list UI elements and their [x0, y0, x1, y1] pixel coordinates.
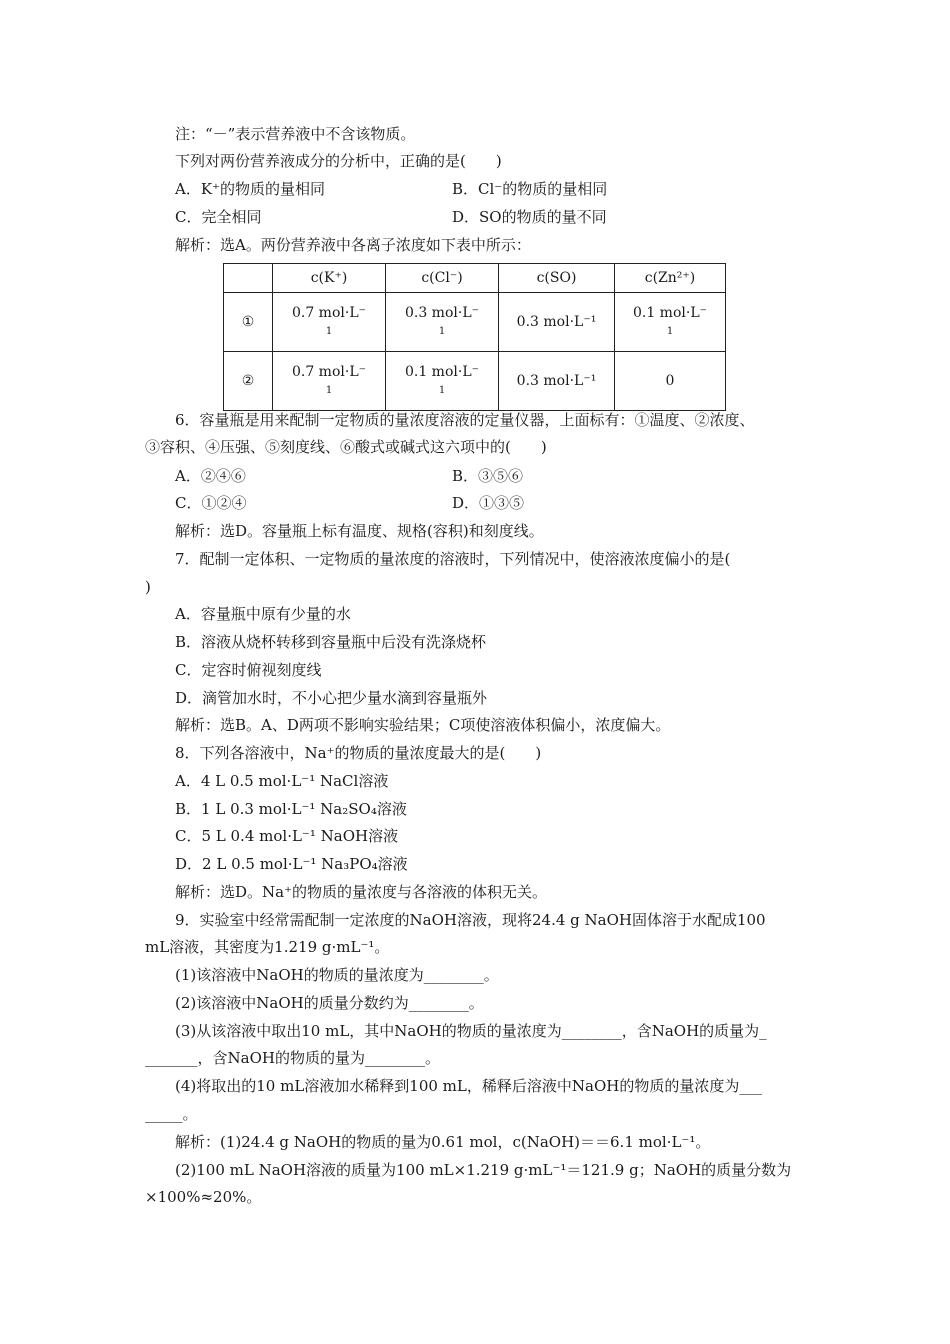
q7-option-c: C．定容时俯视刻度线: [175, 661, 322, 679]
q8-analysis: 解析：选D。Na⁺的物质的量浓度与各溶液的体积无关。: [175, 883, 548, 901]
q7-option-a: A．容量瓶中原有少量的水: [175, 605, 351, 623]
cell-exponent: 1: [325, 385, 333, 396]
q6-option-a: A．②④⑥: [175, 467, 246, 485]
ion-concentration-table: [223, 263, 726, 411]
q5-option-d: D．SO的物质的量不同: [452, 208, 607, 226]
cell-value: 0.3 mol·L⁻: [404, 305, 480, 321]
q6-option-c: C．①②④: [175, 494, 247, 512]
q7-option-b: B．溶液从烧杯转移到容量瓶中后没有洗涤烧杯: [175, 633, 487, 651]
q6-stem-line2: ③容积、④压强、⑤刻度线、⑥酸式或碱式这六项中的( ): [145, 438, 547, 456]
cell-cl: [386, 352, 499, 411]
q9-stem-line1: 9．实验室中经常需配制一定浓度的NaOH溶液，现将24.4 g NaOH固体溶于水配成100: [175, 911, 766, 929]
table-row: [224, 352, 726, 411]
table-corner-cell: [224, 264, 273, 293]
q9-part-2: (2)该溶液中NaOH的质量分数约为________。: [175, 994, 484, 1012]
cell-exponent: 1: [438, 326, 446, 337]
cell-so: 0.3 mol·L⁻¹: [499, 293, 615, 352]
q8-option-a: A．4 L 0.5 mol·L⁻¹ NaCl溶液: [175, 772, 389, 790]
q8-stem: 8．下列各溶液中，Na⁺的物质的量浓度最大的是( ): [175, 744, 542, 762]
q9-part-1: (1)该溶液中NaOH的物质的量浓度为________。: [175, 966, 499, 984]
q6-analysis: 解析：选D。容量瓶上标有温度、规格(容积)和刻度线。: [175, 522, 544, 540]
header-cl: c(Cl⁻): [386, 264, 499, 293]
header-k: c(K⁺): [273, 264, 386, 293]
q7-stem-line2: ): [145, 578, 151, 596]
q9-part-3-line2: _______，含NaOH的物质的量为________。: [145, 1049, 440, 1067]
cell-cl: [386, 293, 499, 352]
cell-value: 0.1 mol·L⁻: [632, 305, 708, 321]
cell-exponent: 1: [666, 326, 674, 337]
table-header-row: [224, 264, 726, 293]
header-zn: c(Zn²⁺): [615, 264, 726, 293]
q9-analysis-2-line1: (2)100 mL NaOH溶液的质量为100 mL×1.219 g·mL⁻¹＝121.9 g；NaOH的质量分数为: [175, 1161, 792, 1179]
cell-k: [273, 293, 386, 352]
header-so: c(SO): [499, 264, 615, 293]
q6-stem-line1: 6．容量瓶是用来配制一定物质的量浓度溶液的定量仪器，上面标有：①温度、②浓度、: [175, 411, 755, 429]
q9-part-4-line1: (4)将取出的10 mL溶液加水稀释到100 mL，稀释后溶液中NaOH的物质的量浓度为___: [175, 1077, 762, 1095]
q5-option-c: C．完全相同: [175, 208, 262, 226]
q9-part-4-line2: _____。: [145, 1105, 198, 1123]
cell-value: 0.1 mol·L⁻: [404, 364, 480, 380]
cell-value: 0.7 mol·L⁻: [291, 364, 367, 380]
cell-exponent: 1: [325, 326, 333, 337]
row-label: ②: [224, 352, 273, 411]
q7-stem-line1: 7．配制一定体积、一定物质的量浓度的溶液时，下列情况中，使溶液浓度偏小的是(: [175, 550, 731, 568]
q6-option-b: B．③⑤⑥: [452, 467, 524, 485]
row-label: ①: [224, 293, 273, 352]
cell-value: 0.7 mol·L⁻: [291, 305, 367, 321]
q8-option-c: C．5 L 0.4 mol·L⁻¹ NaOH溶液: [175, 827, 399, 845]
cell-k: [273, 352, 386, 411]
note-line: 注：“－”表示营养液中不含该物质。: [175, 125, 416, 143]
table-row: [224, 293, 726, 352]
q9-stem-line2: mL溶液，其密度为1.219 g·mL⁻¹。: [145, 938, 390, 956]
question-5-stem: 下列对两份营养液成分的分析中，正确的是( ): [175, 152, 502, 170]
q9-analysis-1: 解析：(1)24.4 g NaOH的物质的量为0.61 mol，c(NaOH)＝＝6.1 mol·L⁻¹。: [175, 1133, 711, 1151]
cell-zn: 0: [615, 352, 726, 411]
q7-analysis: 解析：选B。A、D两项不影响实验结果；C项使溶液体积偏小，浓度偏大。: [175, 716, 671, 734]
q6-option-d: D．①③⑤: [452, 494, 525, 512]
cell-so: 0.3 mol·L⁻¹: [499, 352, 615, 411]
cell-zn: [615, 293, 726, 352]
q9-part-3-line1: (3)从该溶液中取出10 mL，其中NaOH的物质的量浓度为________，含NaOH的质量为_: [175, 1022, 767, 1040]
q5-option-b: B．Cl⁻的物质的量相同: [452, 180, 608, 198]
q7-option-d: D．滴管加水时，不小心把少量水滴到容量瓶外: [175, 689, 488, 707]
q8-option-d: D．2 L 0.5 mol·L⁻¹ Na₃PO₄溶液: [175, 855, 408, 873]
q5-option-a: A．K⁺的物质的量相同: [175, 180, 325, 198]
cell-exponent: 1: [438, 385, 446, 396]
q9-analysis-2-line2: ×100%≈20%。: [145, 1188, 262, 1206]
q5-analysis: 解析：选A。两份营养液中各离子浓度如下表中所示：: [175, 236, 531, 254]
q8-option-b: B．1 L 0.3 mol·L⁻¹ Na₂SO₄溶液: [175, 800, 407, 818]
